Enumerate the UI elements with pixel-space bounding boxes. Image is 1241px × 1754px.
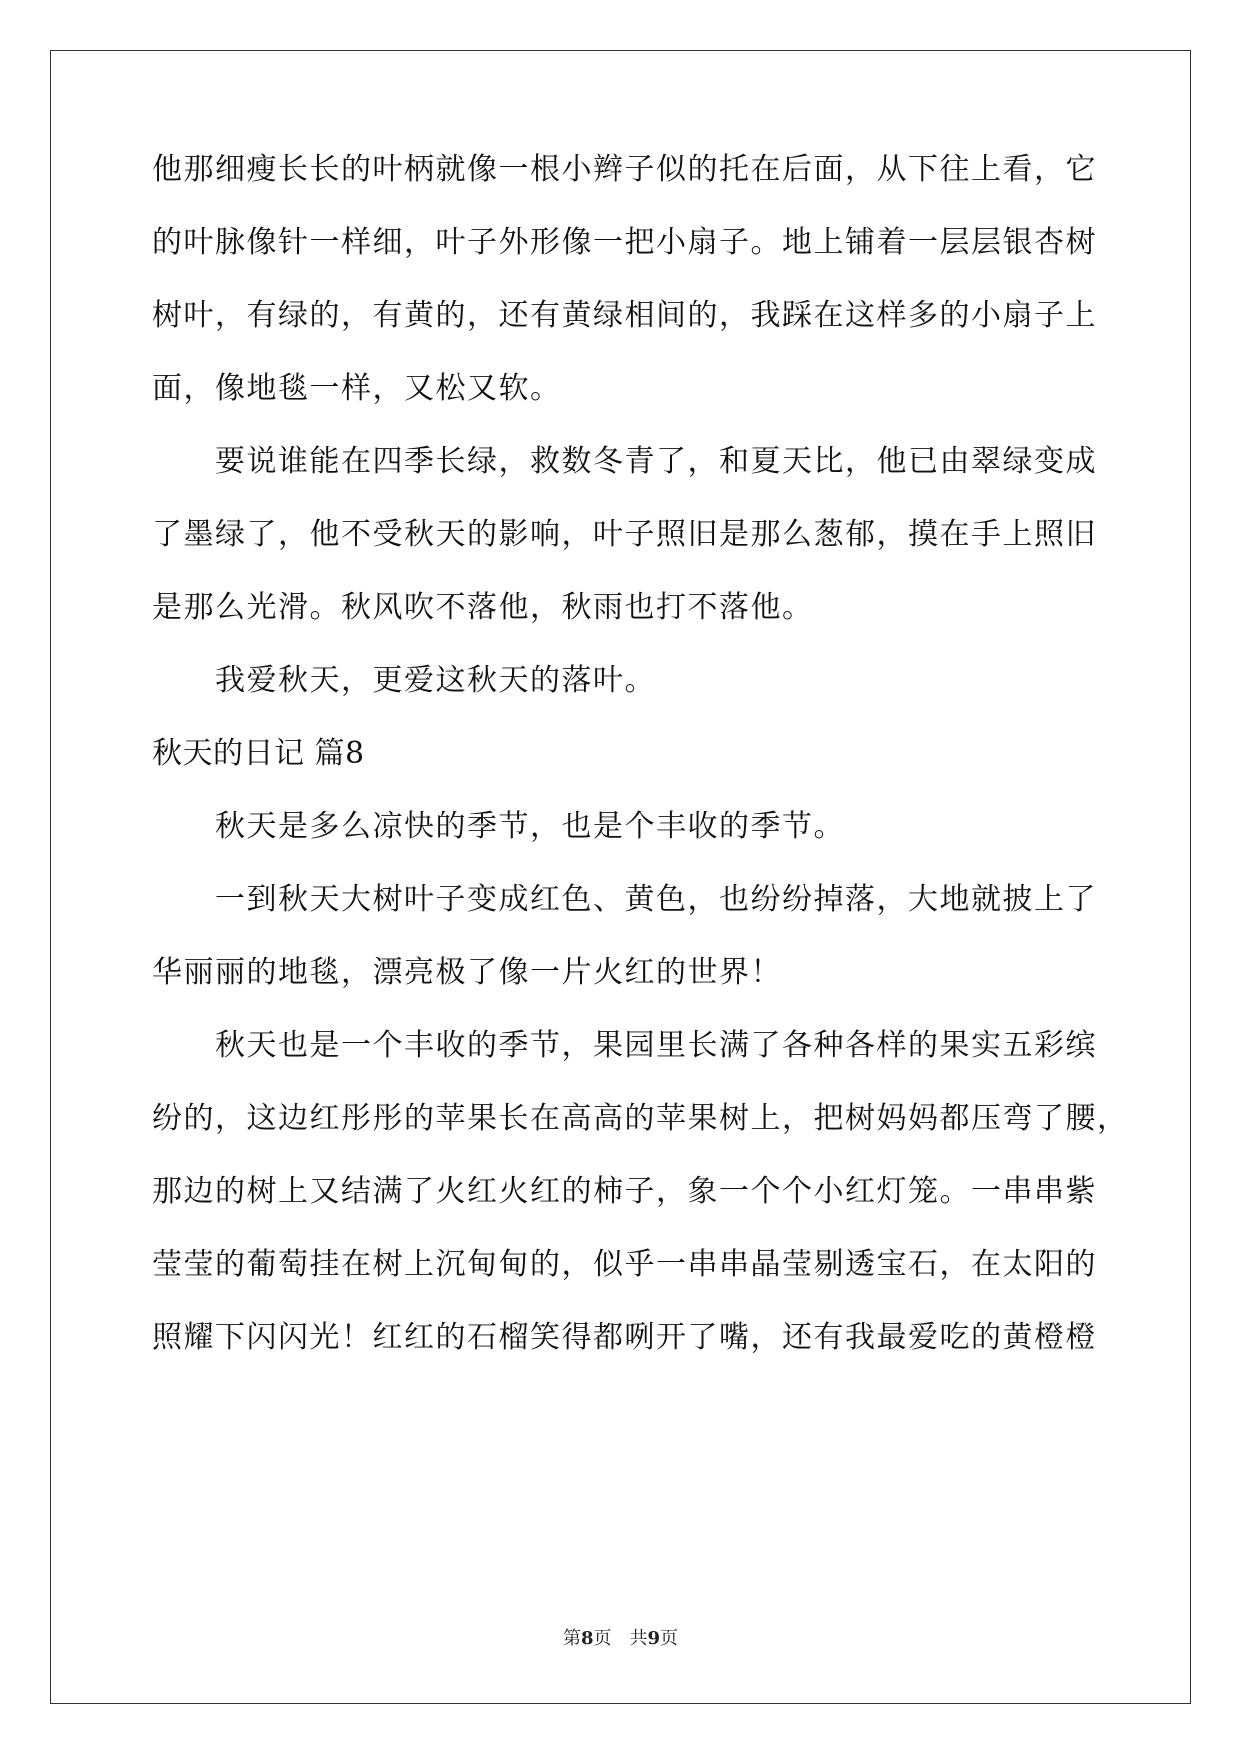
text-line: 他那细瘦长长的叶柄就像一根小辫子似的托在后面，从下往上看，它: [152, 152, 1097, 187]
text-line: 树叶，有绿的，有黄的，还有黄绿相间的，我踩在这样多的小扇子上: [152, 298, 1097, 333]
text-line: 照耀下闪闪光！红红的石榴笑得都咧开了嘴，还有我最爱吃的黄橙橙: [152, 1320, 1097, 1355]
text-line: 是那么光滑。秋风吹不落他，秋雨也打不落他。: [152, 590, 814, 625]
text-line: 秋天是多么凉快的季节，也是个丰收的季节。: [215, 809, 845, 844]
text-line: 面，像地毯一样，又松又软。: [152, 371, 562, 406]
page-footer: [0, 1627, 1241, 1651]
page-prefix: 第: [562, 1628, 581, 1649]
text-line: 了墨绿了，他不受秋天的影响，叶子照旧是那么葱郁，摸在手上照旧: [152, 517, 1097, 552]
section-heading: 秋天的日记 篇8: [152, 736, 365, 771]
text-line: 秋天也是一个丰收的季节，果园里长满了各种各样的果实五彩缤: [215, 1028, 1097, 1063]
page-suffix: 页: [593, 1628, 612, 1649]
text-line: 纷的，这边红彤彤的苹果长在高高的苹果树上，把树妈妈都压弯了腰，: [152, 1101, 1129, 1136]
text-line: 一到秋天大树叶子变成红色、黄色，也纷纷掉落，大地就披上了: [215, 882, 1097, 917]
total-prefix: 共: [629, 1628, 648, 1649]
total-suffix: 页: [660, 1628, 679, 1649]
text-line: 华丽丽的地毯，漂亮极了像一片火红的世界！: [152, 955, 782, 990]
text-line: 的叶脉像针一样细，叶子外形像一把小扇子。地上铺着一层层银杏树: [152, 225, 1097, 260]
page-total: 9: [647, 1628, 661, 1649]
text-line: 我爱秋天，更爱这秋天的落叶。: [215, 663, 656, 698]
page-current: 8: [580, 1628, 594, 1649]
text-line: 那边的树上又结满了火红火红的柿子，象一个个小红灯笼。一串串紫: [152, 1174, 1097, 1209]
text-line: 要说谁能在四季长绿，救数冬青了，和夏天比，他已由翠绿变成: [215, 444, 1097, 479]
text-line: 莹莹的葡萄挂在树上沉甸甸的，似乎一串串晶莹剔透宝石，在太阳的: [152, 1247, 1097, 1282]
